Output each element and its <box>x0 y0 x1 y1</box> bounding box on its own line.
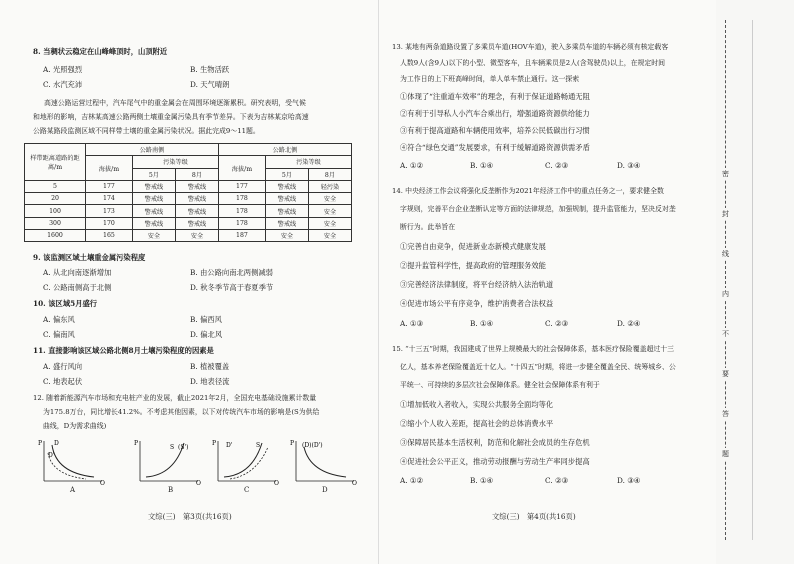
q15-statement-2: ②缩小个人收入差距，提高社会的总体消费水平 <box>400 419 554 428</box>
q10-option-a: A. 偏东风 <box>43 315 75 324</box>
curve-label: S <box>170 444 175 451</box>
table-cell: 警戒线 <box>265 180 308 192</box>
page-fold <box>378 0 379 564</box>
q13-choice-d: D. ③④ <box>617 161 641 170</box>
q13-line-3: 为工作日的上下班高峰时间，单人单车禁止通行。这一探索 <box>400 75 580 83</box>
q14-statement-1: ①完善自由竞争，促进新业态新模式健康发展 <box>400 242 546 251</box>
header-aug: 8月 <box>308 168 351 180</box>
page-3-footer: 文综(三) 第3页(共16页) <box>148 512 232 521</box>
q15-line-2: 亿人，基本养老保险覆盖近十亿人。“十四五”时期，将进一步健全覆盖全民、统筹城乡、公 <box>400 363 676 371</box>
header-south: 公路南侧 <box>86 144 219 156</box>
table-cell: 174 <box>86 193 133 205</box>
q13-choice-b: B. ①④ <box>470 161 494 170</box>
table-cell: 安全 <box>308 193 351 205</box>
q15-line-1: 15. “十三五”时期，我国建成了世界上规模最大的社会保障体系，基本医疗保险覆盖超过十三 <box>392 345 675 353</box>
axis-q: Q <box>274 480 279 485</box>
table-row <box>25 217 352 229</box>
q14-statement-3: ③完善经济法律制度，将平台经济纳入法治轨道 <box>400 280 554 289</box>
seal-char: 线 <box>722 250 729 258</box>
q13-statement-3: ③有利于提高道路和车辆使用效率，培养公民低碳出行习惯 <box>400 126 590 135</box>
q13-statement-2: ②有利于引导私人小汽车合乘出行，增强道路资源供给能力 <box>400 109 590 118</box>
seal-char: 密 <box>722 170 729 178</box>
curve-label: (S') <box>178 444 189 451</box>
table-cell: 安全 <box>308 230 351 242</box>
q14-line-2: 字规则，完善平台企业垄断认定等方面的法律规范，加强规制，提升监管能力，坚决反对垄 <box>400 205 676 213</box>
q13-line-2: 人数9人(含9人)以下的小型、微型客车，且车辆乘员是2人(含驾驶员)以上，在规定时间 <box>400 59 666 67</box>
q15-choice-a: A. ①② <box>400 476 423 485</box>
q11-option-a: A. 盛行风向 <box>43 362 83 371</box>
table-cell: 警戒线 <box>132 205 175 217</box>
q14-choice-a: A. ①③ <box>400 319 423 328</box>
axis-q: Q <box>196 480 201 485</box>
graph-c-label: C <box>244 486 250 494</box>
q8-stem: 8. 当稠状云稳定在山峰峰顶时，山顶附近 <box>33 47 168 56</box>
q15-statement-3: ③保障居民基本生活权利，防范和化解社会成员的生存危机 <box>400 438 590 447</box>
q13-choice-a: A. ①② <box>400 161 423 170</box>
q13-line-1: 13. 某地有两条道路设置了多乘员车道(HOV车道)，驶入多乘员车道的车辆必须有核定载客 <box>392 43 669 51</box>
q15-statement-4: ④促进社会公平正义，推动劳动报酬与劳动生产率同步提高 <box>400 457 590 466</box>
table-cell: 165 <box>86 230 133 242</box>
header-level-north: 污染等级 <box>265 156 351 168</box>
curve-label: (D)(D') <box>302 442 323 449</box>
table-cell: 警戒线 <box>265 193 308 205</box>
passage-line-1: 高速公路运营过程中，汽车尾气中的重金属会在周围环境逐渐累积。研究表明，受气候 <box>44 99 306 107</box>
table-cell: 安全 <box>308 217 351 229</box>
q12-line-3: 曲线，D为需求曲线) <box>43 422 107 430</box>
passage-line-3: 公路某路段监测区域不同样带土壤的重金属污染状况。据此完成9～11题。 <box>33 127 260 135</box>
paper-edge <box>752 20 753 540</box>
table-cell: 177 <box>86 180 133 192</box>
q11-option-b: B. 植被覆盖 <box>190 362 230 371</box>
axis-q: Q <box>100 480 105 485</box>
table-row <box>25 180 352 192</box>
seal-char: 要 <box>722 370 729 378</box>
axis-p: P <box>134 440 139 447</box>
graph-c <box>212 437 280 485</box>
curve-label: D <box>54 440 59 447</box>
curve-label: D' <box>48 452 55 459</box>
curve-label: S <box>256 442 261 449</box>
q14-line-3: 断行为。此举旨在 <box>400 223 456 231</box>
binding-margin <box>716 0 794 564</box>
table-cell: 300 <box>25 217 86 229</box>
seal-char: 题 <box>722 450 729 458</box>
graph-b <box>134 437 202 485</box>
table-row <box>25 205 352 217</box>
table-cell: 5 <box>25 180 86 192</box>
table-cell: 警戒线 <box>132 180 175 192</box>
table-cell: 安全 <box>308 205 351 217</box>
passage-line-2: 和地形的影响，吉林某高速公路两侧土壤重金属污染具有季节差异。下表为吉林某京哈高速 <box>33 113 309 121</box>
q8-option-d: D. 天气晴朗 <box>190 80 230 89</box>
q15-choice-b: B. ①④ <box>470 476 494 485</box>
header-distance: 样带距离道路的距离/m <box>25 144 86 181</box>
table-cell: 20 <box>25 193 86 205</box>
page-4-footer: 文综(三) 第4页(共16页) <box>492 512 576 521</box>
q15-statement-1: ①增加低收入者收入，实现公共服务全面均等化 <box>400 400 554 409</box>
q13-choice-c: C. ②③ <box>545 161 569 170</box>
graph-b-label: B <box>168 486 174 494</box>
table-cell: 警戒线 <box>132 193 175 205</box>
seal-line <box>725 20 726 540</box>
table-cell: 警戒线 <box>175 217 218 229</box>
table-cell: 警戒线 <box>175 193 218 205</box>
graph-a <box>38 437 106 485</box>
table-cell: 安全 <box>265 230 308 242</box>
q10-option-c: C. 偏南风 <box>43 330 75 339</box>
table-cell: 轻污染 <box>308 180 351 192</box>
seal-char: 内 <box>722 290 729 298</box>
seal-char: 封 <box>722 210 729 218</box>
q11-option-c: C. 地表起伏 <box>43 377 83 386</box>
q14-choice-c: C. ②③ <box>545 319 569 328</box>
q9-option-d: D. 秋冬季节高于春夏季节 <box>190 283 274 292</box>
axis-p: P <box>212 440 217 447</box>
table-cell: 187 <box>218 230 265 242</box>
seal-char: 答 <box>722 410 729 418</box>
table-row <box>25 230 352 242</box>
q14-line-1: 14. 中央经济工作会议将强化反垄断作为2021年经济工作中的重点任务之一，要求健全数 <box>392 187 664 195</box>
table-cell: 警戒线 <box>175 180 218 192</box>
axis-p: P <box>38 440 43 447</box>
header-aug: 8月 <box>175 168 218 180</box>
q14-choice-d: D. ②④ <box>617 319 641 328</box>
q8-option-c: C. 水汽充沛 <box>43 80 83 89</box>
axis-q: Q <box>352 480 357 485</box>
seal-char: 不 <box>722 330 729 338</box>
graph-d-label: D <box>322 486 328 494</box>
q9-option-c: C. 公路南侧高于北侧 <box>43 283 112 292</box>
table-cell: 警戒线 <box>265 205 308 217</box>
header-may: 5月 <box>265 168 308 180</box>
q9-option-b: B. 由公路向南北两侧减弱 <box>190 268 273 277</box>
q13-statement-4: ④符合“绿色交通”发展要求，有利于缓解道路资源供需矛盾 <box>400 143 590 152</box>
table-cell: 警戒线 <box>132 217 175 229</box>
q12-line-2: 为175.8万台，同比增长41.2%。不考虑其他因素，以下对传统汽车市场的影响是(S为供给 <box>43 408 320 416</box>
q9-stem: 9. 该监测区域土壤重金属污染程度 <box>33 253 146 262</box>
header-may: 5月 <box>132 168 175 180</box>
axis-p: P <box>290 440 295 447</box>
q10-stem: 10. 该区域5月盛行 <box>33 299 98 308</box>
q9-option-a: A. 从北向南逐渐增加 <box>43 268 112 277</box>
table-cell: 安全 <box>175 230 218 242</box>
q13-statement-1: ①体现了“注重道车效率”的理念，有利于保证道路畅通无阻 <box>400 92 590 101</box>
table-cell: 安全 <box>132 230 175 242</box>
curve-label: D' <box>226 442 233 449</box>
graph-d <box>290 437 358 485</box>
header-north: 公路北侧 <box>218 144 351 156</box>
q11-option-d: D. 地表径流 <box>190 377 230 386</box>
q10-option-d: D. 偏北风 <box>190 330 223 339</box>
q15-choice-c: C. ②③ <box>545 476 569 485</box>
pollution-table <box>24 143 352 242</box>
table-cell: 173 <box>86 205 133 217</box>
q11-stem: 11. 直接影响该区域公路北侧8月土壤污染程度的因素是 <box>33 346 214 355</box>
table-row <box>25 193 352 205</box>
q15-line-3: 平统一、可持续的多层次社会保障体系。健全社会保障体系有利于 <box>400 381 600 389</box>
table-cell: 178 <box>218 217 265 229</box>
table-cell: 170 <box>86 217 133 229</box>
table-cell: 100 <box>25 205 86 217</box>
graph-a-label: A <box>70 486 76 494</box>
table-cell: 178 <box>218 205 265 217</box>
table-cell: 1600 <box>25 230 86 242</box>
header-altitude-south: 海拔/m <box>86 156 133 181</box>
table-cell: 178 <box>218 193 265 205</box>
table-cell: 警戒线 <box>175 205 218 217</box>
table-cell: 177 <box>218 180 265 192</box>
q8-option-a: A. 光照强烈 <box>43 65 83 74</box>
q15-choice-d: D. ③④ <box>617 476 641 485</box>
q14-choice-b: B. ①④ <box>470 319 494 328</box>
q10-option-b: B. 偏西风 <box>190 315 222 324</box>
q12-line-1: 12. 随着新能源汽车市场和充电桩产业的发展，截止2021年2月，全国充电基础设施累计数量 <box>33 394 317 402</box>
table-cell: 警戒线 <box>265 217 308 229</box>
header-level-south: 污染等级 <box>132 156 218 168</box>
q8-option-b: B. 生物活跃 <box>190 65 230 74</box>
header-altitude-north: 海拔/m <box>218 156 265 181</box>
q14-statement-2: ②提升监管科学性，提高政府的管理服务效能 <box>400 261 546 270</box>
q14-statement-4: ④促进市场公平有序竞争，维护消费者合法权益 <box>400 299 554 308</box>
